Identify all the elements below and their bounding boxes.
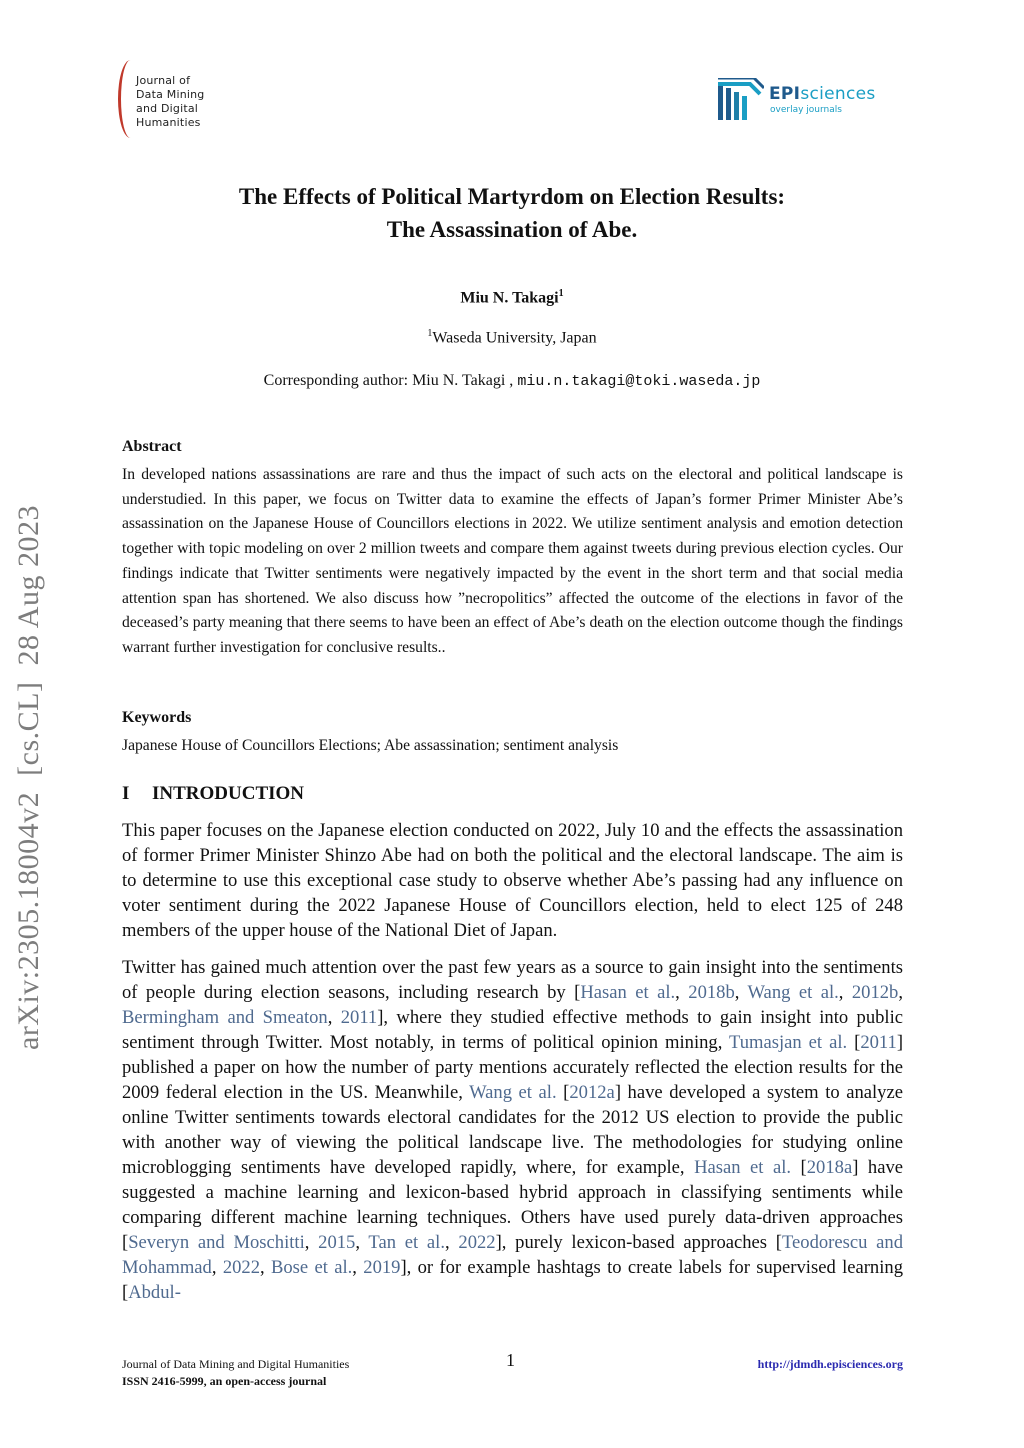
citation-link[interactable]: 2022 [222,1257,261,1278]
author-name: Miu N. Takagi$^1$ [460,288,564,307]
journal-logo [118,58,208,142]
journal-logo-line: Journal of [136,74,191,87]
abstract-heading: Abstract [122,438,182,455]
journal-logo-line: Data Mining [136,88,205,101]
citation-link[interactable]: Bose et al. [270,1257,353,1278]
citation-link[interactable]: 2019 [363,1257,401,1278]
citation-link[interactable]: 2011 [860,1032,897,1053]
citation-link[interactable]: Hasan et al. [580,982,676,1003]
episciences-brand: EPIsciences [769,84,876,104]
journal-logo-line: and Digital [136,102,199,115]
episciences-mark-icon [716,78,764,122]
citation-link[interactable]: Tan et al. [368,1232,445,1253]
footer-journal-name: Journal of Data Mining and Digital Humanities [122,1357,350,1371]
citation-link[interactable]: Wang et al. [469,1082,557,1103]
keywords-text: Japanese House of Councillors Elections; Abe assassination; sentiment analysis [122,737,619,754]
footer-journal-info [122,1356,349,1390]
corresponding-author: Corresponding author: Miu N. Takagi , miu.n.takagi@toki.waseda.jp [263,372,761,390]
citation-link[interactable]: 2018a [806,1157,853,1178]
citation-link[interactable]: 2018b [688,982,735,1003]
journal-logo-text [136,74,205,130]
episciences-logo [716,78,906,124]
paper-title-line: The Effects of Political Martyrdom on Election Results: [238,184,786,209]
abstract-text: In developed nations assassinations are rare and thus the impact of such acts on the electoral and political landscape is understudied. In this paper, we focus on Twitter data to examine the effects of Japan’s former Primer Minister Abe’s assassination on the Japanese House of Councillors elections in 2022. We utilize sentiment analysis and emotion detection together with topic modeling on over 2 million tweets and compare them against tweets during previous election cycles. Our findings indicate that Twitter sentiments were negatively impacted by the event in the short term and that social media attention span has shortened. We also discuss how ”necropolitics” affected the outcome of the elections in favor of the deceased’s party meaning that there seems to have been an effect of Abe’s death on the election outcome though the findings warrant further investigation for conclusive results.. [122,466,903,656]
corresponding-email-link[interactable]: miu.n.takagi@toki.waseda.jp [517,373,761,390]
intro-paragraph: This paper focuses on the Japanese election conducted on 2022, July 10 and the effects the assassination of former Primer Minister Shinzo Abe had on both the political and the electoral landscape. The aim is to determine to use this exceptional case study to observe whether Abe’s passing had any influence on voter sentiment during the 2022 Japanese House of Councillors election, held to elect 125 of 248 members of the upper house of the National Diet of Japan. [122,820,903,941]
paper-title-line: The Assassination of Abe. [386,217,638,242]
citation-link[interactable]: 2015 [318,1232,356,1253]
citation-link[interactable]: Abdul- [128,1282,181,1303]
journal-logo-line: Humanities [136,116,201,129]
paper-title [0,180,1024,246]
footer-issn: ISSN 2416-5999, an open-access journal [122,1374,327,1388]
citation-link[interactable]: Wang et al. [747,982,839,1003]
citation-link[interactable]: 2012b [851,982,899,1003]
keywords-heading: Keywords [122,709,192,726]
citation-link[interactable]: Bermingham and Smeaton [122,1007,328,1028]
citation-link[interactable]: Hasan et al. [694,1157,792,1178]
section-heading: I INTRODUCTION [122,783,305,804]
citation-link[interactable]: 2022 [458,1232,496,1253]
intro-paragraph: Twitter has gained much attention over the past few years as a source to gain insight into the sentiments of people during election seasons, including research by [Hasan et al., 2018b, Wang et al., 2012b, Bermingham and Smeaton, 2011], where they studied effective methods to gain insight into public sentiment through Twitter. Most notably, in terms of political opinion mining, Tumasjan et al. [2011] published a paper on how the number of party mentions accurately reflected the election results for the 2009 federal election in the US. Meanwhile, Wang et al. [2012a] have developed a system to analyze online Twitter sentiments towards electoral candidates for the 2012 US election to provide the public with another way of viewing the political landscape live. The methodologies for studying online microblogging sentiments have developed rapidly, where, for example, Hasan et al. [2018a] have suggested a machine learning and lexicon-based hybrid approach in classifying sentiments while comparing different machine learning techniques. Others have used purely data-driven approaches [Severyn and Moschitti, 2015, Tan et al., 2022], purely lexicon-based approaches [Teodorescu and Mohammad, 2022, Bose et al., 2019], or for example hashtags to create labels for supervised learning [Abdul- [122,957,904,1303]
citation-link[interactable]: Tumasjan et al. [729,1032,848,1053]
episciences-subtitle: overlay journals [770,105,842,115]
arxiv-stamp: arXiv:2305.18004v2 [cs.CL] 28 Aug 2023 [12,505,45,1050]
citation-link[interactable]: Severyn and Moschitti [128,1232,305,1253]
citation-link[interactable]: 2011 [340,1007,378,1028]
page-number: 1 [506,1350,515,1370]
citation-link[interactable]: 2012a [569,1082,615,1103]
journal-url-link[interactable]: http://jdmdh.episciences.org [757,1357,903,1371]
citation-link[interactable]: Teodorescu and Mohammad [122,1232,904,1278]
affiliation: $^1$Waseda University, Japan [427,328,597,347]
